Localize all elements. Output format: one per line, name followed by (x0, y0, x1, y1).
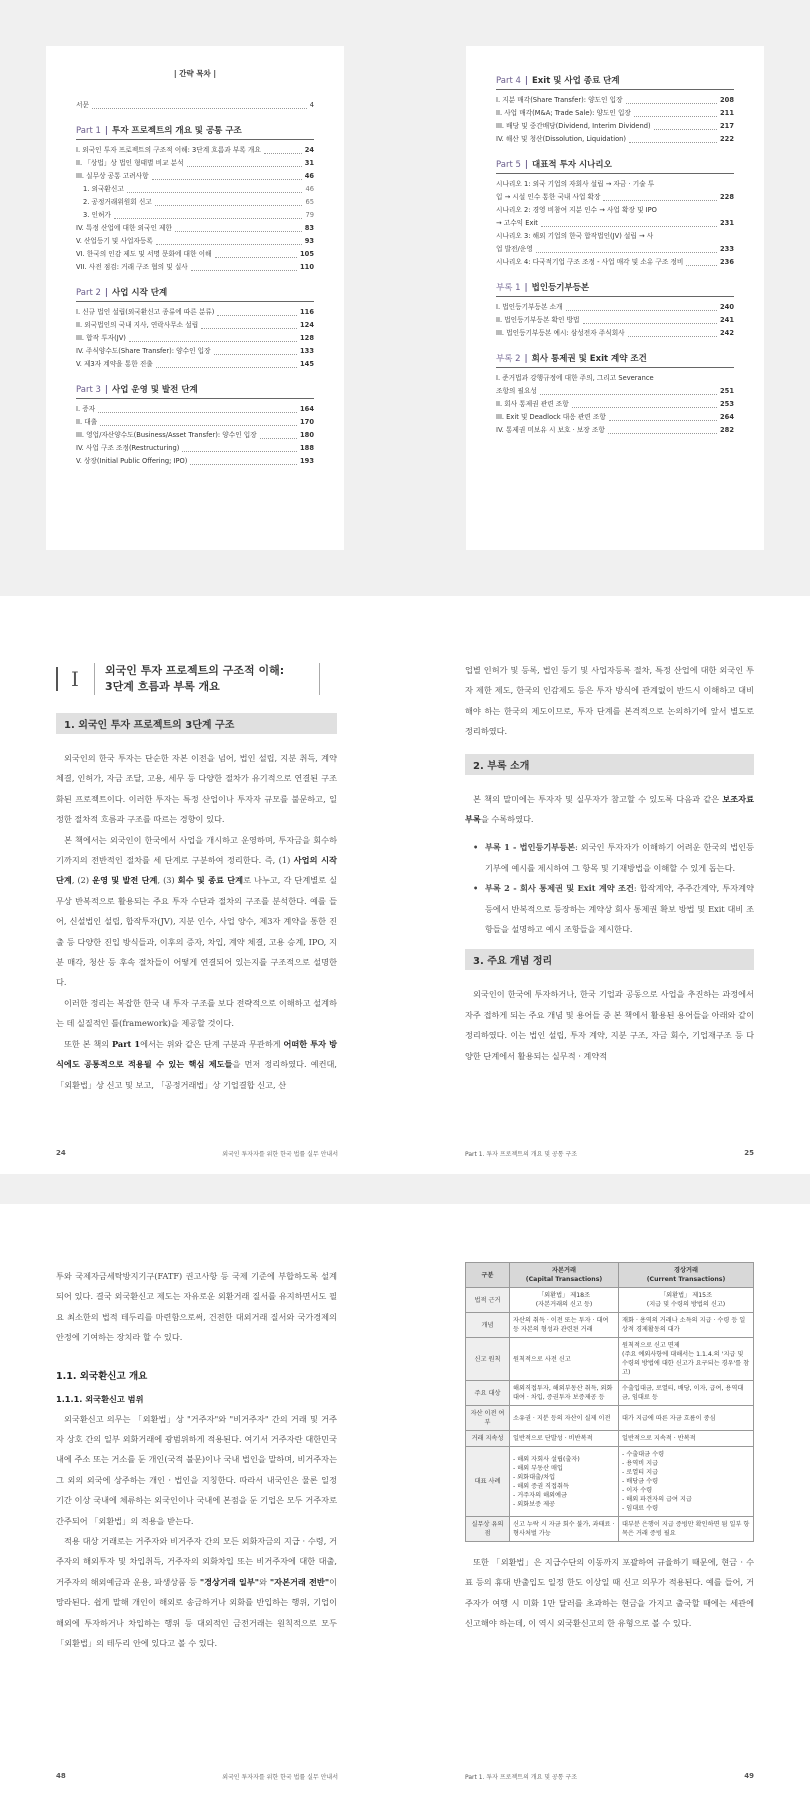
toc-entry[interactable] (76, 209, 314, 222)
chapter-title-line2: 3단계 흐름과 부록 개요 (105, 680, 220, 693)
dot-leader (215, 257, 298, 258)
table-header-cell: 구분 (466, 1263, 510, 1288)
toc-page-number: 83 (304, 224, 314, 232)
dot-leader (628, 336, 717, 337)
toc-entry-text: II. 법인등기부등본 확인 방법 (496, 316, 580, 324)
appendix-bullet: • 부록 1 - 법인등기부등본: 외국인 투자자가 이해하기 어려운 한국의 법인등기부에 예시를 제시하여 그 항목 및 기재방법을 이해할 수 있게 돕는다. (473, 842, 754, 873)
page-number: 49 (744, 1772, 754, 1780)
dot-leader (686, 265, 717, 266)
toc-entry-text: 업 발전/운영 (496, 245, 533, 253)
toc-entry-text: VI. 한국의 인감 제도 및 서명 문화에 대한 이해 (76, 250, 212, 258)
subsection-heading: 1.1. 외국환신고 개요 (56, 1370, 148, 1382)
toc-entry-text: 1. 외국환신고 (83, 185, 124, 193)
section-heading: 1. 외국인 투자 프로젝트의 3단계 구조 (56, 713, 337, 734)
toc-page-number: 233 (720, 245, 734, 253)
paragraph: 이러한 정리는 복잡한 한국 내 투자 구조를 보다 전략적으로 이해하고 설계하는 데 실질적인 틀(framework)을 제공할 것이다. (56, 997, 337, 1029)
toc-entry-text: III. 영업/자산양수도(Business/Asset Transfer): 양수인 입장 (76, 431, 257, 439)
toc-entry[interactable] (496, 314, 734, 327)
paragraph: 본 책에서는 외국인이 한국에서 사업을 개시하고 운영하며, 투자금을 회수하기까지의 전반적인 절차를 세 단계로 구분하여 정리한다. 즉, (1) 사업의 시작 단계, (2) 운영 및 발전 단계, (3) 회수 및 종료 단계로 나누고, 각 단계별로 실무상 반복적으로 활용되는 주요 투자 수단과 절차의 구조를 분석한다. 예를 들어, 신설법인 설립, 합작투자(JV), 지분 인수, 사업 양수, 제3자 계약을 통한 진출 등 다양한 진입 방식들과, 이후의 증자, 차입, 계약 체결, 고용 승계, IPO, 지분 매각, 청산 등 후속 절차들이 어떻게 연결되어 있는지를 구조적으로 설명한다. (56, 834, 338, 988)
dot-leader (152, 179, 302, 180)
part-title: 대표적 투자 시나리오 (532, 160, 612, 170)
dot-leader (654, 129, 717, 130)
toc-entry[interactable] (496, 217, 734, 230)
page-24 (0, 596, 405, 1174)
running-title: Part 1. 투자 프로젝트의 개요 및 공통 구조 (465, 1774, 578, 1781)
toc-page-number: 222 (720, 135, 734, 143)
toc-entry-text: II. 외국법인의 국내 지사, 연락사무소 설립 (76, 321, 199, 329)
dot-leader (583, 323, 718, 324)
toc-entry-text: 입 → 시설 인수 통한 국내 사업 확장 (496, 193, 601, 201)
toc-page-number: 242 (720, 329, 734, 337)
dot-leader (114, 218, 303, 219)
dot-leader (566, 310, 718, 311)
table-header-cell: 자본거래 (Capital Transactions) (510, 1263, 619, 1288)
table-cell: 원칙적으로 신고 면제 (주요 예외사항에 대해서는 1.1.4.의 '지급 및 수령의 방법에 대한 신고가 요구되는 경우'를 참고) (619, 1338, 754, 1381)
table-cell: 개념 (466, 1313, 510, 1338)
toc-page-number: 116 (300, 308, 314, 316)
table-row (466, 1338, 754, 1381)
table-row (466, 1381, 754, 1406)
toc-page-number: 133 (300, 347, 314, 355)
paragraph: 외국환신고 의무는 「외환법」상 "거주자"와 "비거주자" 간의 거래 및 거주자 상호 간의 일부 외화거래에 광범위하게 적용된다. 여기서 거주자란 대한민국 내에 주소 또는 거소를 둔 개인(국적 불문)이나 국내 법인을 말하며, 비거주자는 그 외의 외국에 상주하는 개인 · 법인을 지칭한다. 따라서 내국인은 물론 일정 기간 이상 국내에 체류하는 외국인이나 국내에 본점을 둔 기업은 모두 거주자로 간주되어 「외환법」의 적용을 받는다. (56, 1413, 337, 1526)
dot-leader (609, 420, 717, 421)
dot-leader (127, 192, 303, 193)
running-title: Part 1. 투자 프로젝트의 개요 및 공통 구조 (465, 1151, 578, 1158)
toc-page-number: 180 (300, 431, 314, 439)
toc-page-number: 164 (300, 405, 314, 413)
toc-page-number: 236 (720, 258, 734, 266)
table-cell: 법적 근거 (466, 1288, 510, 1313)
toc-entry-text: III. 배당 및 중간배당(Dividend, Interim Dividend) (496, 122, 651, 130)
toc-left-parts (76, 124, 314, 468)
dot-leader (190, 464, 297, 465)
toc-page-number: 188 (300, 444, 314, 452)
toc-page-number: 217 (720, 122, 734, 130)
toc-page-left (46, 46, 344, 550)
toc-part-heading[interactable] (76, 383, 314, 399)
toc-page-number: 282 (720, 426, 734, 434)
running-title: 외국인 투자자를 위한 한국 법률 실무 안내서 (222, 1151, 338, 1158)
toc-entry-text: I. 증자 (76, 405, 96, 413)
toc-title: | 간략 목차 | (173, 69, 217, 78)
section-heading: 2. 부록 소개 (465, 754, 754, 775)
toc-page-number: 241 (720, 316, 734, 324)
toc-page-number: 24 (304, 146, 314, 154)
part-separator: | (524, 76, 528, 86)
table-header-row (466, 1263, 754, 1288)
part-separator: | (104, 288, 108, 298)
toc-page-number: 211 (720, 109, 734, 117)
toc-entry-text: V. 상장(Initial Public Offering; IPO) (76, 457, 188, 465)
toc-entry[interactable] (76, 170, 314, 183)
table-cell: 신고 누락 시 자금 회수 불가, 과태료 · 형사처벌 가능 (510, 1517, 619, 1542)
toc-page-number: 251 (720, 387, 734, 395)
table-cell: 「외환법」 제15조 (지급 및 수령의 방법의 신고) (619, 1288, 754, 1313)
toc-entry-text: 조항의 필요성 (496, 387, 537, 395)
toc-entry-text: I. 법인등기부등본 소개 (496, 303, 563, 311)
table-cell: 소유권 · 지분 등의 자산이 실제 이전 (510, 1406, 619, 1431)
running-title: 외국인 투자자를 위한 한국 법률 실무 안내서 (222, 1774, 338, 1781)
toc-entry[interactable] (496, 120, 734, 133)
part-title: Exit 및 사업 종료 단계 (532, 76, 620, 86)
page-number: 48 (56, 1772, 66, 1780)
dot-leader (191, 270, 297, 271)
dot-leader (100, 425, 297, 426)
table-cell: 자산의 취득 · 이전 또는 투자 · 대여 등 자본의 형성과 관련된 거래 (510, 1313, 619, 1338)
table-cell: 대부분 은행이 지급 증빙만 확인하면 됨 일부 항목은 거래 증빙 필요 (619, 1517, 754, 1542)
part-number: 부록 2 (496, 354, 521, 364)
dot-leader (536, 252, 717, 253)
toc-entry[interactable] (76, 235, 314, 248)
table-cell: - 해외 자회사 설립(출자) - 해외 부동산 매입 - 외화대출/차입 - 해외 증권 직접취득 - 거주자의 해외예금 - 외화보증 제공 (510, 1447, 619, 1517)
transaction-comparison-table (465, 1262, 754, 1542)
chapter-header (56, 663, 337, 695)
toc-entry[interactable] (76, 332, 314, 345)
toc-entry-text: III. 법인등기부등본 예시: 삼성전자 주식회사 (496, 329, 625, 337)
table-cell: 해외직접투자, 해외부동산 취득, 외화대여 · 차입, 증권투자 보증제공 등 (510, 1381, 619, 1406)
toc-entry[interactable] (496, 424, 734, 437)
toc-entry-text: IV. 특정 산업에 대한 외국인 제한 (76, 224, 172, 232)
toc-page-number: 231 (720, 219, 734, 227)
table-cell: 재화 · 용역의 거래나 소득의 지급 · 수령 등 일상적 경제활동의 대가 (619, 1313, 754, 1338)
part-number: Part 1 (76, 126, 101, 136)
part-title: 투자 프로젝트의 개요 및 공통 구조 (112, 126, 242, 136)
paragraph: 또한 본 책의 Part 1에서는 위와 같은 단계 구분과 무관하게 어떠한 투자 방식에도 공통적으로 적용될 수 있는 핵심 제도들을 먼저 정리하였다. 예컨대, 「외환법」상 신고 및 보고, 「공정거래법」상 기업결합 신고, 산 (56, 1038, 337, 1090)
dot-leader (98, 412, 297, 413)
toc-entry[interactable] (76, 306, 314, 319)
page-footer (465, 1772, 754, 1781)
toc-page-number: 193 (300, 457, 314, 465)
toc-entry-line[interactable]: I. 준거법과 강행규정에 대한 주의, 그리고 Severance (496, 374, 654, 382)
toc-entry-text: II. 「상법」상 법인 형태별 비교 분석 (76, 159, 184, 167)
page-number: 25 (744, 1149, 754, 1157)
dot-leader (214, 354, 297, 355)
toc-entry[interactable] (76, 416, 314, 429)
dot-leader (187, 166, 302, 167)
toc-entry-line[interactable]: 시나리오 1: 외국 기업의 자회사 설립 → 자금 · 기술 투 (496, 180, 655, 188)
toc-entry-text: IV. 주식양수도(Share Transfer): 양수인 입장 (76, 347, 211, 355)
paragraph: 적용 대상 거래로는 거주자와 비거주자 간의 모든 외화자금의 지급 · 수령, 거주자의 해외투자 및 차입취득, 거주자의 외화차입 또는 비거주자에 대한 대출, 거주자의 해외예금과 운용, 파생상품 등 "경상거래 일부"와 "자본거래 전반"이 망라된다. 쉽게 말해 개인이 해외로 송금하거나 외화를 반입하는 행위, 기업이 해외에 투자하거나 차입하는 행위 등 대외적인 금전거래는 원칙적으로 모두 「외환법」의 테두리 안에 있다고 볼 수 있다. (56, 1536, 338, 1649)
dot-leader (156, 244, 302, 245)
part-separator: | (524, 354, 528, 364)
toc-page-number: 124 (300, 321, 314, 329)
toc-entry-text: IV. 사업 구조 조정(Restructuring) (76, 444, 180, 452)
toc-entry[interactable] (76, 261, 314, 274)
page-footer (56, 1149, 338, 1158)
part-number: Part 4 (496, 76, 521, 86)
appendix-bullet: • 부록 2 - 회사 통제권 및 Exit 계약 조건: 합작계약, 주주간계약, 투자계약 등에서 반복적으로 등장하는 계약상 회사 통제권 확보 방법 및 Exit 대비 조항들을 설명하고 예시 조항들을 제시한다. (473, 883, 755, 935)
part-separator: | (524, 160, 528, 170)
toc-part-heading[interactable] (76, 124, 314, 140)
toc-entry[interactable] (76, 345, 314, 358)
paragraph: 외국인의 한국 투자는 단순한 자본 이전을 넘어, 법인 설립, 지분 취득, 계약 체결, 인허가, 자금 조달, 고용, 세무 등 다양한 절차가 유기적으로 연결된 구조화된 프로젝트이다. 이러한 투자는 특정 산업이나 투자자 규모를 불문하고, 일정한 절차적 흐름과 구조를 따르는 경향이 있다. (56, 753, 337, 825)
toc-entry-line[interactable]: 시나리오 3: 해외 기업의 한국 합작법인(JV) 설립 → 사 (496, 232, 654, 240)
toc-entry[interactable] (496, 411, 734, 424)
toc-page-number: 208 (720, 96, 734, 104)
toc-entry-text: V. 산업등기 및 사업자등록 (76, 237, 153, 245)
dot-leader (264, 153, 302, 154)
toc-page-number: 240 (720, 303, 734, 311)
toc-part-heading[interactable] (496, 281, 734, 297)
toc-entry[interactable] (496, 191, 734, 204)
table-row (466, 1517, 754, 1542)
page-footer (56, 1772, 338, 1781)
toc-page-number: 65 (305, 198, 314, 206)
toc-right-parts (496, 74, 734, 437)
dot-leader (540, 394, 717, 395)
dot-leader (201, 328, 297, 329)
toc-page-number: 93 (304, 237, 314, 245)
table-row (466, 1431, 754, 1447)
table-body (466, 1288, 754, 1542)
toc-entry[interactable] (76, 319, 314, 332)
table-row (466, 1447, 754, 1517)
toc-entry-text: V. 제3자 계약을 통한 진출 (76, 360, 153, 368)
toc-entry[interactable] (496, 301, 734, 314)
toc-entry[interactable] (76, 183, 314, 196)
part-title: 법인등기부등본 (531, 283, 590, 293)
toc-page-number: 264 (720, 413, 734, 421)
toc-page-number: 145 (300, 360, 314, 368)
dot-leader (155, 205, 303, 206)
toc-entry-text: II. 대출 (76, 418, 98, 426)
toc-entry-text: II. 회사 통제권 관련 조항 (496, 400, 569, 408)
table-header-cell: 경상거래 (Current Transactions) (619, 1263, 754, 1288)
toc-entry[interactable] (76, 358, 314, 371)
dot-leader (217, 315, 297, 316)
part-title: 사업 운영 및 발전 단계 (112, 385, 198, 395)
table-cell: 「외환법」 제18조 (자본거래의 신고 등) (510, 1288, 619, 1313)
table-cell: 일반적으로 지속적 · 반복적 (619, 1431, 754, 1447)
table-row (466, 1406, 754, 1431)
part-title: 회사 통제권 및 Exit 계약 조건 (531, 354, 647, 364)
toc-entry[interactable] (76, 442, 314, 455)
table-cell: 거래 지속성 (466, 1431, 510, 1447)
toc-entry[interactable] (496, 107, 734, 120)
table-cell: 일반적으로 단발성 · 비반복적 (510, 1431, 619, 1447)
chapter-title-line1: 외국인 투자 프로젝트의 구조적 이해: (105, 664, 285, 677)
paragraph: 외국인이 한국에 투자하거나, 한국 기업과 공동으로 사업을 추진하는 과정에서 자주 접하게 되는 주요 개념 및 용어들 중 본 책에서 활용된 용어들을 아래와 같이 정리하였다. 이는 법인 설립, 투자 계약, 지분 구조, 자금 회수, 기업재구조 등 다양한 단계에서 활용되는 실무적 · 계약적 (465, 989, 754, 1061)
section-heading: 3. 주요 개념 정리 (465, 949, 754, 970)
dot-leader (603, 200, 717, 201)
toc-entry[interactable] (76, 196, 314, 209)
toc-entry[interactable] (496, 398, 734, 411)
toc-entry-text: IV. 통제권 미보유 시 보호 · 보장 조항 (496, 426, 605, 434)
toc-entry[interactable] (496, 94, 734, 107)
dot-leader (182, 451, 297, 452)
table-row (466, 1313, 754, 1338)
part-number: Part 5 (496, 160, 521, 170)
page-number: 24 (56, 1149, 66, 1157)
toc-page-number: 110 (300, 263, 314, 271)
toc-page-number: 105 (300, 250, 314, 258)
table-cell: 주요 대상 (466, 1381, 510, 1406)
toc-page-number: 46 (305, 185, 314, 193)
toc-entry-text: III. Exit 및 Deadlock 대응 관련 조항 (496, 413, 606, 421)
table-cell: 수출입대금, 로열티, 배당, 이자, 급여, 용역대금, 임대료 등 (619, 1381, 754, 1406)
toc-entry-text: 3. 인허가 (83, 211, 111, 219)
toc-entry[interactable] (496, 256, 734, 269)
toc-entry[interactable] (76, 429, 314, 442)
toc-page-number: 128 (300, 334, 314, 342)
dot-leader (129, 341, 297, 342)
dot-leader (572, 407, 717, 408)
table-cell: - 수출대금 수령 - 용역비 지급 - 로열티 지급 - 배당금 수령 - 이자 수령 - 해외 파견자의 급여 지급 - 임대료 수령 (619, 1447, 754, 1517)
part-number: 부록 1 (496, 283, 521, 293)
part-number: Part 2 (76, 288, 101, 298)
toc-page-right (466, 46, 764, 550)
part-title: 사업 시작 단계 (112, 288, 168, 298)
toc-entry-text: IV. 해산 및 청산(Dissolution, Liquidation) (496, 135, 627, 143)
toc-entry-text: I. 신규 법인 설립(외국환신고 종류에 따른 분류) (76, 308, 215, 316)
table-cell: 대표 사례 (466, 1447, 510, 1517)
toc-entry[interactable] (76, 248, 314, 261)
toc-entry-text: II. 사업 매각(M&A; Trade Sale): 양도인 입장 (496, 109, 631, 117)
toc-entry[interactable] (76, 157, 314, 170)
paragraph: 또한 「외환법」은 지급수단의 이동까지 포괄하여 규율하기 때문에, 현금 · 수표 등의 휴대 반출입도 일정 한도 이상일 때 신고 의무가 적용된다. 예를 들어, 거주자가 여행 시 미화 1만 달러를 초과하는 현금을 가지고 출국할 때에는 세관에 신고해야 하는데, 이 역시 외국환신고의 한 유형으로 볼 수 있다. (465, 1557, 754, 1629)
paragraph: 본 책의 말미에는 투자자 및 실무자가 참고할 수 있도록 다음과 같은 보조자료 부록을 수록하였다. (465, 793, 754, 825)
page-25 (405, 596, 810, 1174)
table-row (466, 1288, 754, 1313)
toc-entry[interactable] (496, 243, 734, 256)
paragraph: 업별 인허가 및 등록, 법인 등기 및 사업자등록 절차, 특정 산업에 대한 외국인 투자 제한 제도, 한국의 인감제도 등은 투자 방식에 관계없이 반드시 이해하고 대비해야 하는 한국의 제도이므로, 투자 단계를 본격적으로 논의하기에 앞서 별도로 정리하였다. (465, 665, 754, 737)
page-footer (465, 1149, 754, 1158)
page-49 (405, 1204, 810, 1797)
toc-entry-text: I. 외국인 투자 프로젝트의 구조적 이해: 3단계 흐름과 부록 개요 (76, 146, 261, 154)
dot-leader (626, 103, 718, 104)
toc-entry-text: 2. 공정거래위원회 신고 (83, 198, 152, 206)
part-separator: | (104, 385, 108, 395)
toc-part-heading[interactable] (496, 74, 734, 90)
toc-page-number: 228 (720, 193, 734, 201)
part-number: Part 3 (76, 385, 101, 395)
toc-entry-line[interactable]: 시나리오 2: 경영 비참여 지분 인수 → 사업 확장 및 IPO (496, 206, 657, 214)
dot-leader (260, 438, 297, 439)
toc-page-number: 253 (720, 400, 734, 408)
toc-entry-text: 시나리오 4: 다국적기업 구조 조정 - 사업 매각 및 소유 구조 정비 (496, 258, 684, 266)
table-cell: 실무상 유의점 (466, 1517, 510, 1542)
toc-page-number: 79 (305, 211, 314, 219)
dot-leader (541, 226, 717, 227)
dot-leader (175, 231, 302, 232)
toc-page-number: 46 (304, 172, 314, 180)
toc-entry-text: III. 합작 투자(JV) (76, 334, 126, 342)
toc-page-number: 31 (304, 159, 314, 167)
toc-entry[interactable] (76, 144, 314, 157)
dot-leader (156, 367, 297, 368)
part-separator: | (524, 283, 528, 293)
chapter-number: I (56, 667, 84, 691)
table-cell: 원칙적으로 사전 신고 (510, 1338, 619, 1381)
dot-leader (608, 433, 717, 434)
toc-entry[interactable] (76, 455, 314, 468)
toc-page-number: 170 (300, 418, 314, 426)
toc-part-heading[interactable] (496, 352, 734, 368)
dot-leader (634, 116, 717, 117)
table-cell: 자산 이전 여부 (466, 1406, 510, 1431)
subsubsection-heading: 1.1.1. 외국환신고 범위 (56, 1393, 144, 1404)
toc-entry[interactable] (76, 403, 314, 416)
toc-entry[interactable] (496, 327, 734, 340)
toc-entry-text: → 고수익 Exit (496, 219, 538, 227)
paragraph: 투와 국제자금세탁방지기구(FATF) 권고사항 등 국제 기준에 부합하도록 설계되어 있다. 결국 외국환신고 제도는 자유로운 외환거래 질서를 유지하면서도 필요 최소한의 법적 테두리를 마련함으로써, 건전한 대외거래 질서와 국가경제의 안정에 기여하는 장치라 할 수 있다. (56, 1271, 337, 1343)
table-cell: 신고 원칙 (466, 1338, 510, 1381)
toc-entry[interactable] (496, 385, 734, 398)
table-cell: 대가 지급에 따른 자금 흐름이 중심 (619, 1406, 754, 1431)
part-separator: | (104, 126, 108, 136)
toc-entry[interactable] (496, 133, 734, 146)
toc-entry-text: III. 실무상 공통 고려사항 (76, 172, 149, 180)
toc-part-heading[interactable] (76, 286, 314, 302)
toc-preface[interactable]: 서문 4 (76, 101, 314, 109)
toc-entry-text: VII. 사전 점검: 거래 구조 협의 및 실사 (76, 263, 188, 271)
page-48 (0, 1204, 405, 1797)
toc-part-heading[interactable] (496, 158, 734, 174)
dot-leader (629, 142, 717, 143)
toc-entry[interactable] (76, 222, 314, 235)
toc-entry-text: I. 지분 매각(Share Transfer): 양도인 입장 (496, 96, 623, 104)
